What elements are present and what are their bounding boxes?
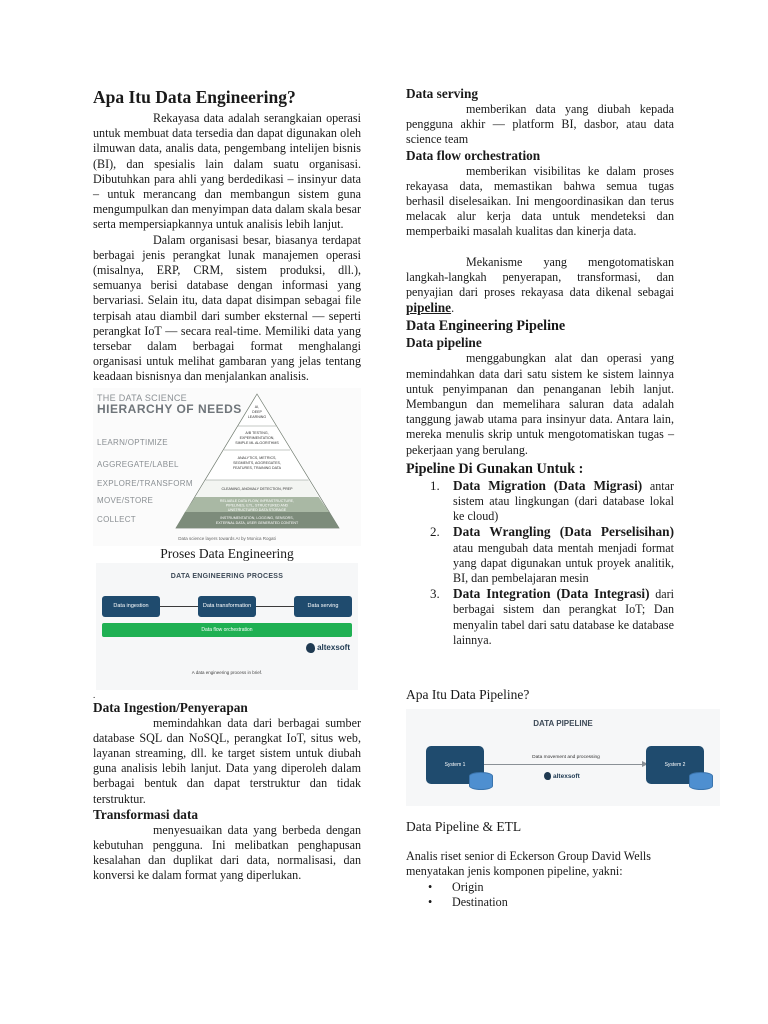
svg-text:EXTERNAL DATA, USER GENERATED: EXTERNAL DATA, USER GENERATED CONTENT [215, 520, 299, 525]
heading-orchestration: Data flow orchestration [406, 147, 541, 163]
arrow-label: Data movement and processing [532, 755, 600, 761]
step-ingestion: Data ingestion [102, 596, 160, 617]
intro-paragraph-1: Rekayasa data adalah serangkaian operasi untuk membuat data tersedia dan dapat digunakan oleh ilmuwan data, analis data, pengembang intelijen bisnis (BI), dan spesialis lain dalam suatu organisasi. Dibutuhkan para ahli yang berdedikasi – insinyur data – untuk merancang dan membangun sistem guna mengumpulkan dan menyimpan data dalam skala besar serta mempersiapkannya untuk analisis lebih lanjut. [93, 111, 361, 232]
svg-text:AI,: AI, [254, 404, 260, 409]
level-move: MOVE/STORE [97, 495, 154, 505]
heading-uses: Pipeline Di Gunakan Untuk : [406, 460, 584, 477]
components-list [406, 880, 674, 910]
right-column [406, 86, 686, 910]
left-column [93, 86, 361, 884]
svg-text:ANALYTICS, METRICS,: ANALYTICS, METRICS, [237, 455, 277, 460]
level-learn: LEARN/OPTIMIZE [97, 437, 168, 447]
svg-text:FEATURES, TRAINING DATA: FEATURES, TRAINING DATA [232, 465, 282, 470]
ingestion-text: memindahkan data dari berbagai sumber database SQL dan NoSQL, perangkat IoT, situs web, layanan streaming, dll. ke target sistem untuk diubah guna analisis lebih lanjut. Data yang diperoleh dalam berbagai bentuk dan dapat terstruktur dan tidak terstruktur. [93, 715, 361, 806]
heading-pipeline-etl: Data Pipeline & ETL [406, 819, 522, 835]
level-aggregate: AGGREGATE/LABEL [97, 459, 179, 469]
svg-text:CLEANING, ANOMALY DETECTION, P: CLEANING, ANOMALY DETECTION, PREP [221, 486, 293, 491]
uses-list [406, 478, 674, 648]
transformasi-text: menyesuaikan data yang berbeda dengan kebutuhan pengguna. Ini melibatkan penghapusan kesalahan dan duplikat dari data, normalisasi, dan konversi ke dalam format yang diperlukan. [93, 822, 361, 883]
heading-data-pipeline: Data pipeline [406, 335, 482, 351]
pyramid-title-line1: THE DATA SCIENCE [97, 392, 187, 403]
svg-text:A/B TESTING,: A/B TESTING, [245, 430, 269, 435]
heading-apa-itu-pipeline: Apa Itu Data Pipeline? [406, 687, 530, 703]
svg-text:UNSTRUCTURED DATA STORAGE: UNSTRUCTURED DATA STORAGE [227, 507, 287, 512]
svg-text:PIPELINES, ETL, STRUCTURED AND: PIPELINES, ETL, STRUCTURED AND [225, 503, 289, 508]
pyramid-credit: Data science layers towards AI by Monica Rogati [178, 535, 276, 541]
process-figure-title: DATA ENGINEERING PROCESS [170, 572, 284, 580]
orchestration-bar: Data flow orchestration [102, 623, 352, 637]
data-pipeline-figure [406, 709, 720, 806]
svg-text:EXPERIMENTATION,: EXPERIMENTATION, [239, 435, 275, 440]
svg-text:SEGMENTS, AGGREGATES,: SEGMENTS, AGGREGATES, [233, 460, 281, 465]
data-serving-text: memberikan data yang diubah kepada pengguna akhir — platform BI, dasbor, atau data science team [406, 102, 674, 147]
svg-text:INSTRUMENTATION, LOGGING, SENS: INSTRUMENTATION, LOGGING, SENSORS, [220, 515, 294, 520]
orchestration-text: memberikan visibilitas ke dalam proses rekayasa data, memastikan bahwa semua tugas berhasil diselesaikan. Ini mengoordinasikan dan terus melacak alur kerja data untuk mendeteksi dan memperbaiki masalah kualitas dan kinerja data. [406, 163, 674, 239]
pyramid-title-line2: HIERARCHY OF NEEDS [97, 401, 242, 416]
step-transformation: Data transformation [198, 596, 256, 617]
list-item: • Destination [428, 894, 508, 909]
pipeline-figure-title: DATA PIPELINE [533, 719, 593, 729]
data-engineering-process-figure [96, 563, 358, 690]
list-item: 2. Data Wrangling (Data Perselisihan) atau mengubah data mentah menjadi format yang dapat digunakan untuk proyek analitik, BI, dan pembelajaran mesin [430, 524, 674, 586]
etl-text: Analis riset senior di Eckerson Group David Wells menyatakan jenis komponen pipeline, yakni: [406, 849, 651, 879]
system-2-box: System 2 [646, 746, 704, 784]
database-icon [469, 772, 493, 790]
list-item: 1. Data Migration (Data Migrasi) antar sistem atau lingkungan (dari database lokal ke cloud) [430, 477, 674, 524]
level-explore: EXPLORE/TRANSFORM [97, 478, 193, 488]
svg-text:SIMPLE ML ALGORITHMS: SIMPLE ML ALGORITHMS [235, 440, 279, 445]
hierarchy-of-needs-figure [93, 388, 361, 546]
list-item: 3. Data Integration (Data Integrasi) dari berbagai sistem dan perangkat IoT; Dan menyalin tabel dari satu database ke database lainnya. [430, 586, 675, 647]
data-pipeline-text: menggabungkan alat dan operasi yang memindahkan data dari satu sistem ke sistem lainnya untuk penyimpanan dan penanganan lebih lanjut. Membangun dan memelihara saluran data adalah tanggung jawab utama para insinyur data. Antara lain, mereka menulis skrip untuk mengotomatiskan tugas – pekerjaan yang berulang. [406, 351, 674, 457]
svg-text:RELIABLE DATA FLOW, INFRASTRUC: RELIABLE DATA FLOW, INFRASTRUCTURE, [219, 498, 295, 503]
altexsoft-logo-icon [306, 643, 315, 653]
intro-paragraph-2: Dalam organisasi besar, biasanya terdapat berbagai jenis perangkat lunak manajemen operasi (misalnya, ERP, CRM, sistem produksi, dll.), semuanya berisi database dengan informasi yang bervariasi. Selain itu, data dapat disimpan sebagai file terpisah atau diambil dari sumber eksternal — seperti perangkat IoT — secara real-time. Memiliki data yang tersebar dalam berbagai format menghalangi organisasi untuk melihat gambaran yang jelas tentang keadaan bisnisnya dan menjalankan analisis. [93, 232, 361, 384]
level-collect: COLLECT [97, 514, 136, 524]
altexsoft-logo: altexsoft [544, 772, 580, 780]
mechanism-paragraph: Mekanisme yang mengotomatiskan langkah-langkah penyerapan, transformasi, dan penyajian dari proses rekayasa data dikenal sebagai pipeline. [406, 254, 674, 316]
page-title: Apa Itu Data Engineering? [93, 87, 296, 107]
system-1-box: System 1 [426, 746, 484, 784]
process-caption: Proses Data Engineering [160, 545, 294, 561]
step-serving: Data serving [294, 596, 352, 617]
pipeline-link[interactable]: pipeline [406, 300, 452, 316]
heading-pipeline: Data Engineering Pipeline [406, 318, 566, 335]
stray-dot: . [93, 689, 96, 700]
arrow-line [481, 764, 651, 765]
heading-data-serving: Data serving [406, 86, 479, 101]
database-icon [689, 772, 713, 790]
svg-text:LEARNING: LEARNING [247, 414, 267, 419]
heading-ingestion: Data Ingestion/Penyerapan [93, 699, 248, 715]
altexsoft-logo: altexsoft [306, 643, 350, 653]
list-item: • Origin [428, 879, 484, 894]
heading-transformasi: Transformasi data [93, 806, 199, 822]
altexsoft-logo-icon [544, 772, 551, 780]
svg-text:DEEP: DEEP [252, 409, 262, 414]
process-figure-caption: A data engineering process in brief. [191, 669, 263, 675]
